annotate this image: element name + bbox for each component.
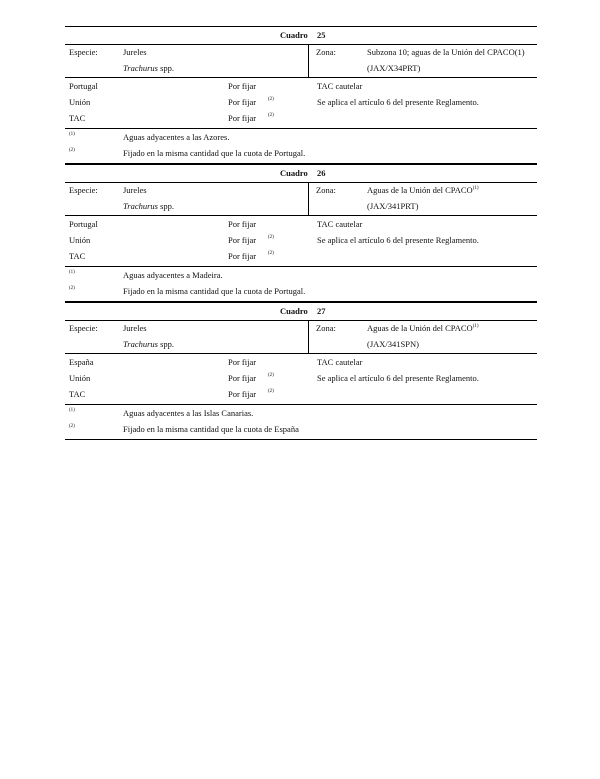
row-value: Por fijar xyxy=(228,235,257,245)
footnote-mark: (2) xyxy=(69,424,75,429)
row-label: TAC xyxy=(69,251,86,261)
row-footnote-mark: (2) xyxy=(268,251,274,256)
zona-code: (JAX/X34PRT) xyxy=(367,63,421,73)
cuadro-table xyxy=(65,301,537,440)
cuadro-label: Cuadro xyxy=(280,168,308,178)
row-footnote-mark: (2) xyxy=(268,235,274,240)
species-zone-section xyxy=(65,44,537,77)
footnote-mark: (1) xyxy=(69,270,75,275)
row-footnote-mark: (2) xyxy=(268,389,274,394)
zona-code: (JAX/341PRT) xyxy=(367,201,419,211)
row-label: España xyxy=(69,357,94,367)
row-label: Unión xyxy=(69,97,91,107)
footnote-mark: (2) xyxy=(69,286,75,291)
zona-text: Aguas de la Unión del CPACO$^{(1)}$ xyxy=(367,185,479,195)
cuadro-number: 27 xyxy=(317,306,326,316)
document-page xyxy=(65,26,537,440)
especie-label: Especie: xyxy=(69,185,98,195)
row-note: Se aplica el artículo 6 del presente Reglamento. xyxy=(317,373,479,383)
row-label: Portugal xyxy=(69,219,98,229)
especie-name: Jureles xyxy=(123,323,147,333)
row-label: Unión xyxy=(69,373,91,383)
quota-rows xyxy=(65,77,537,128)
table-bottom-rule xyxy=(65,439,537,440)
row-label: Portugal xyxy=(69,81,98,91)
quota-rows xyxy=(65,353,537,404)
footnote-text: Aguas adyacentes a las Azores. xyxy=(123,132,230,142)
footnote-mark: (1) xyxy=(69,132,75,137)
cuadro-number: 26 xyxy=(317,168,326,178)
row-value: Por fijar xyxy=(228,357,257,367)
zona-text: Aguas de la Unión del CPACO$^{(1)}$ xyxy=(367,323,479,333)
footnote-text: Fijado en la misma cantidad que la cuota de Portugal. xyxy=(123,286,306,296)
especie-latin: Trachurus spp. xyxy=(123,201,175,211)
cuadro-header xyxy=(65,165,537,182)
zona-text: Subzona 10; aguas de la Unión del CPACO(1) xyxy=(367,47,525,57)
cuadro-table xyxy=(65,163,537,301)
footnote-mark: (2) xyxy=(69,148,75,153)
row-label: TAC xyxy=(69,113,86,123)
cuadro-header xyxy=(65,303,537,320)
especie-label: Especie: xyxy=(69,323,98,333)
footnote-text: Fijado en la misma cantidad que la cuota de España xyxy=(123,424,299,434)
row-footnote-mark: (2) xyxy=(268,113,274,118)
footnote-text: Fijado en la misma cantidad que la cuota de Portugal. xyxy=(123,148,306,158)
row-value: Por fijar xyxy=(228,219,257,229)
cuadro-table xyxy=(65,26,537,163)
especie-label: Especie: xyxy=(69,47,98,57)
column-divider xyxy=(308,321,309,353)
quota-rows xyxy=(65,215,537,266)
footnote-text: Aguas adyacentes a Madeira. xyxy=(123,270,223,280)
row-label: Unión xyxy=(69,235,91,245)
cuadro-header xyxy=(65,27,537,44)
especie-latin: Trachurus spp. xyxy=(123,63,175,73)
row-value: Por fijar xyxy=(228,113,257,123)
especie-name: Jureles xyxy=(123,185,147,195)
row-value: Por fijar xyxy=(228,81,257,91)
column-divider xyxy=(308,183,309,215)
species-zone-section xyxy=(65,320,537,353)
cuadro-label: Cuadro xyxy=(280,306,308,316)
row-value: Por fijar xyxy=(228,97,257,107)
row-note: TAC cautelar xyxy=(317,81,363,91)
row-note: Se aplica el artículo 6 del presente Reglamento. xyxy=(317,97,479,107)
zona-label: Zona: xyxy=(316,185,336,195)
row-footnote-mark: (2) xyxy=(268,373,274,378)
species-zone-section xyxy=(65,182,537,215)
especie-latin: Trachurus spp. xyxy=(123,339,175,349)
row-value: Por fijar xyxy=(228,389,257,399)
especie-name: Jureles xyxy=(123,47,147,57)
footnotes xyxy=(65,404,537,439)
zona-code: (JAX/341SPN) xyxy=(367,339,419,349)
zona-label: Zona: xyxy=(316,323,336,333)
footnotes xyxy=(65,128,537,163)
row-note: Se aplica el artículo 6 del presente Reglamento. xyxy=(317,235,479,245)
footnote-text: Aguas adyacentes a las Islas Canarias. xyxy=(123,408,254,418)
zona-label: Zona: xyxy=(316,47,336,57)
column-divider xyxy=(308,45,309,77)
row-note: TAC cautelar xyxy=(317,219,363,229)
footnotes xyxy=(65,266,537,301)
cuadro-number: 25 xyxy=(317,30,326,40)
cuadro-label: Cuadro xyxy=(280,30,308,40)
row-label: TAC xyxy=(69,389,86,399)
footnote-mark: (1) xyxy=(69,408,75,413)
row-value: Por fijar xyxy=(228,373,257,383)
row-footnote-mark: (2) xyxy=(268,97,274,102)
row-note: TAC cautelar xyxy=(317,357,363,367)
row-value: Por fijar xyxy=(228,251,257,261)
